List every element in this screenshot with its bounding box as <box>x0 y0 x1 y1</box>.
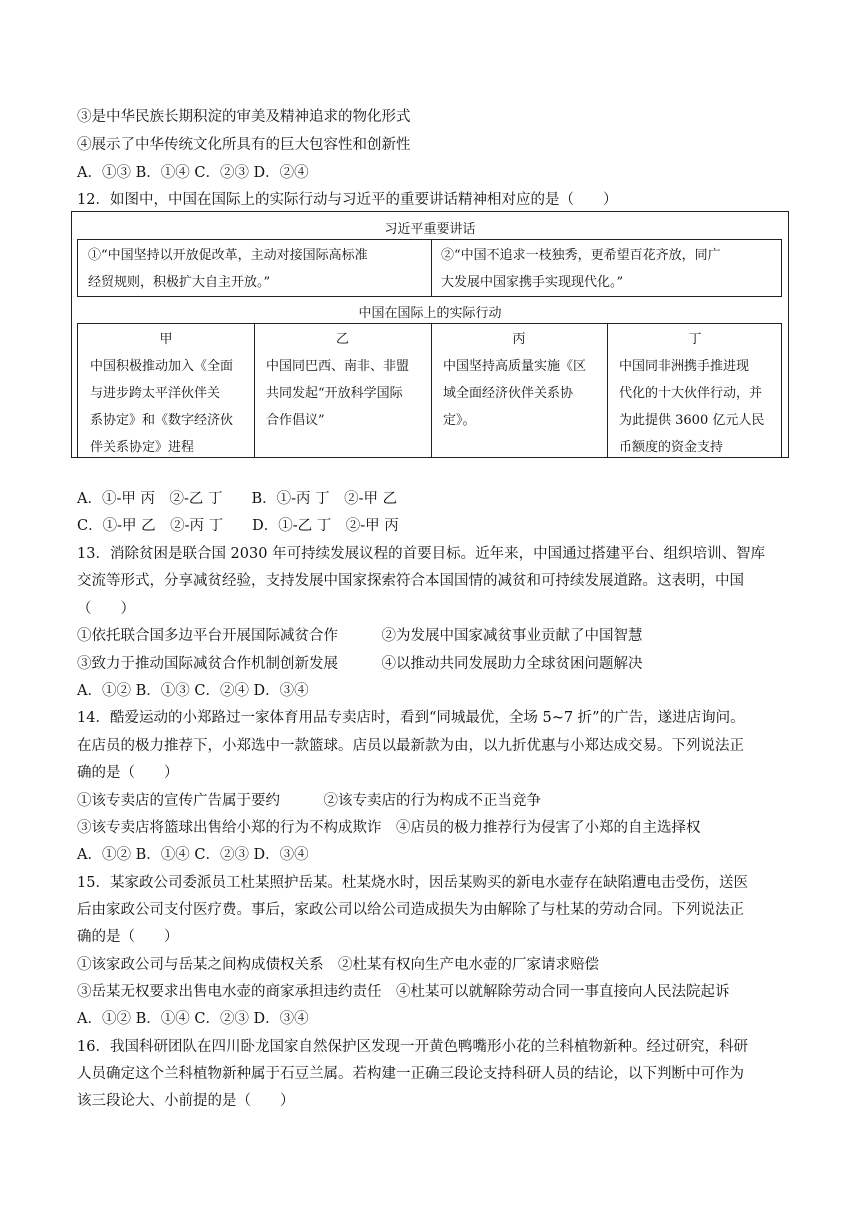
answer-choices-q13: A．①② B．①③ C．②④ D．③④ <box>77 683 309 699</box>
q12-table <box>71 211 789 458</box>
speech-1-line-2: 经贸规则，积极扩大自主开放。” <box>88 275 271 290</box>
action-col-jia <box>78 324 254 457</box>
speech-row <box>77 239 782 297</box>
speech-divider <box>431 240 432 296</box>
question-14-stem: 确的是（ ） <box>77 765 179 781</box>
action-line: 中国积极推动加入《全面 <box>90 359 234 374</box>
action-line: 域全面经济伙伴关系协 <box>443 386 574 401</box>
question-13-stem: （ ） <box>77 601 135 617</box>
answer-choices-q12-ab: A．①-甲 丙 ②-乙 丁 B．①-丙 丁 ②-甲 乙 <box>77 491 398 507</box>
question-15-options: ①该家政公司与岳某之间构成债权关系 ②杜某有权向生产电水壶的厂家请求赔偿 <box>77 957 599 973</box>
action-col-bing <box>431 324 607 457</box>
option-line-4: ④展示了中华传统文化所具有的巨大包容性和创新性 <box>77 137 411 153</box>
question-14-options: ①该专卖店的宣传广告属于要约 ②该专卖店的行为构成不正当竞争 <box>77 793 541 809</box>
actions-row <box>77 323 782 458</box>
action-col-yi <box>254 324 431 457</box>
question-15-stem: 后由家政公司支付医疗费。事后，家政公司以给公司造成损失为由解除了与杜某的劳动合同。下列说法正 <box>77 902 744 918</box>
question-13-options: ①依托联合国多边平台开展国际减贫合作 ②为发展中国家减贫事业贡献了中国智慧 <box>77 628 643 644</box>
action-line: 共同发起“开放科学国际 <box>266 386 403 401</box>
answer-choices-q12-cd: C．①-甲 乙 ②-丙 丁 D．①-乙 丁 ②-甲 丙 <box>77 518 399 534</box>
speech-2-line-2: 大发展中国家携手实现现代化。” <box>441 275 624 290</box>
action-col-body <box>619 353 773 461</box>
speech-1-line-1: ①“中国坚持以开放促改革，主动对接国际高标准 <box>88 248 368 263</box>
question-14-stem: 在店员的极力推荐下，小郑选中一款篮球。店员以最新款为由，以九折优惠与小郑达成交易。下列说法正 <box>77 738 744 754</box>
action-line: 中国坚持高质量实施《区 <box>443 359 587 374</box>
question-16-stem: 16．我国科研团队在四川卧龙国家自然保护区发现一开黄色鸭嘴形小花的兰科植物新种。经过研究，科研 <box>77 1039 748 1055</box>
question-16-stem: 人员确定这个兰科植物新种属于石豆兰属。若构建一正确三段论支持科研人员的结论，以下判断中可作为 <box>77 1066 744 1082</box>
answer-choices-q14: A．①② B．①④ C．②③ D．③④ <box>77 847 309 863</box>
action-line: 为此提供 3600 亿元人民 <box>619 413 765 428</box>
action-line: 与进步跨太平洋伙伴关 <box>90 386 221 401</box>
action-col-body <box>266 353 421 434</box>
action-col-ding <box>607 324 783 457</box>
question-13-stem: 13．消除贫困是联合国 2030 年可持续发展议程的首要目标。近年来，中国通过搭建平台、组织培训、智库 <box>77 546 766 562</box>
action-col-title: 乙 <box>335 332 349 347</box>
action-line: 合作倡议” <box>266 413 325 428</box>
action-line: 中国同巴西、南非、非盟 <box>266 359 410 374</box>
speech-2-line-1: ②“中国不追求一枝独秀，更希望百花齐放，同广 <box>441 248 721 263</box>
table-header-actions: 中国在国际上的实际行动 <box>358 306 502 321</box>
action-col-title: 甲 <box>159 332 173 347</box>
question-14-options: ③该专卖店将篮球出售给小郑的行为不构成欺诈 ④店员的极力推荐行为侵害了小郑的自主选择权 <box>77 820 701 836</box>
speech-1 <box>88 242 368 296</box>
action-line: 代化的十大伙伴行动，并 <box>619 386 763 401</box>
action-line: 系协定》和《数字经济伙 <box>90 413 234 428</box>
question-15-stem: 15．某家政公司委派员工杜某照护岳某。杜某烧水时，因岳某购买的新电水壶存在缺陷遭电击受伤，送医 <box>77 875 748 891</box>
action-col-body <box>443 353 597 434</box>
question-13-options: ③致力于推动国际减贫合作机制创新发展 ④以推动共同发展助力全球贫困问题解决 <box>77 656 643 672</box>
action-line: 币额度的资金支持 <box>619 440 724 455</box>
question-16-stem: 该三段论大、小前提的是（ ） <box>77 1093 295 1109</box>
action-line: 中国同非洲携手推进现 <box>619 359 750 374</box>
answer-choices-q15: A．①② B．①④ C．②③ D．③④ <box>77 1011 309 1027</box>
answer-choices-q11: A．①③ B．①④ C．②③ D．②④ <box>77 165 309 181</box>
speech-2 <box>441 242 721 296</box>
action-col-body <box>90 353 244 461</box>
question-12-stem: 12．如图中，中国在国际上的实际行动与习近平的重要讲话精神相对应的是（ ） <box>77 192 618 208</box>
action-line: 定》。 <box>443 413 476 428</box>
question-15-stem: 确的是（ ） <box>77 929 179 945</box>
question-14-stem: 14．酷爱运动的小郑路过一家体育用品专卖店时，看到“同城最优，全场 5~7 折”的广告，遂进店询问。 <box>77 710 745 726</box>
table-header-speech: 习近平重要讲话 <box>384 222 476 237</box>
action-col-title: 丁 <box>688 332 702 347</box>
action-line: 伴关系协定》进程 <box>90 440 195 455</box>
option-line-3: ③是中华民族长期积淀的审美及精神追求的物化形式 <box>77 109 411 125</box>
question-15-options: ③岳某无权要求出售电水壶的商家承担违约责任 ④杜某可以就解除劳动合同一事直接向人民法院起诉 <box>77 984 730 1000</box>
action-col-title: 丙 <box>512 332 526 347</box>
question-13-stem: 交流等形式，分享减贫经验，支持发展中国家探索符合本国国情的减贫和可持续发展道路。这表明，中国 <box>77 573 744 589</box>
